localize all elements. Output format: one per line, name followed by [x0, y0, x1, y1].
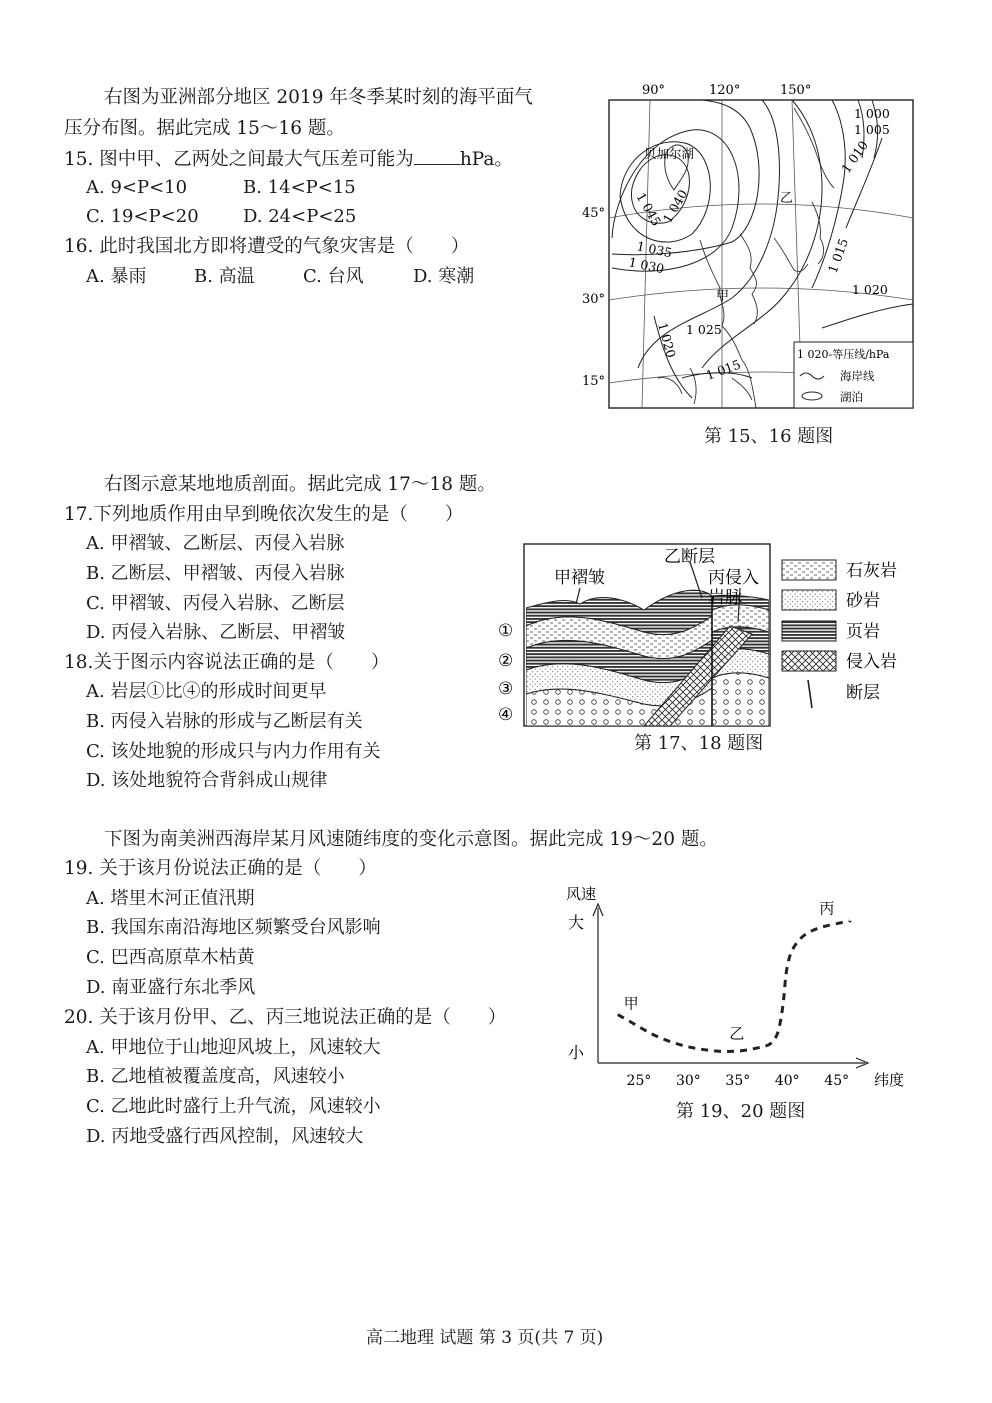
- isobar-label-1000: 1 000: [854, 106, 890, 121]
- lon-label-90: 90°: [642, 83, 666, 98]
- layer-3-marker: ③: [498, 679, 514, 699]
- answer-blank[interactable]: [414, 148, 460, 165]
- location-yi: 乙: [780, 191, 794, 206]
- lat-label-45: 45°: [582, 206, 606, 221]
- pressure-map: [582, 78, 922, 418]
- legend-swatch-sandstone: [782, 590, 836, 610]
- layer-2-marker: ②: [498, 651, 514, 671]
- lon-label-150: 150°: [780, 83, 812, 98]
- legend-lake: 湖泊: [840, 390, 863, 404]
- intro-19-20: 下图为南美洲西海岸某月风速随纬度的变化示意图。据此完成 19～20 题。: [104, 829, 718, 850]
- isobar-label-1045: 1 045: [633, 190, 665, 229]
- option-19-d[interactable]: D. 南亚盛行东北季风: [86, 977, 256, 998]
- option-20-b[interactable]: B. 乙地植被覆盖度高，风速较小: [86, 1066, 345, 1087]
- x-tick-label: 40°: [774, 1073, 800, 1089]
- location-jia: 甲: [716, 289, 730, 304]
- x-tick-label: 45°: [824, 1073, 850, 1089]
- caption-19-20: 第 19、20 题图: [676, 1101, 806, 1122]
- option-19-c[interactable]: C. 巴西高原草木枯黄: [86, 947, 255, 968]
- question-15-unit: hPa。: [459, 149, 513, 170]
- option-17-c[interactable]: C. 甲褶皱、丙侵入岩脉、乙断层: [86, 593, 345, 614]
- x-tick-label: 35°: [725, 1073, 751, 1089]
- lat-label-30: 30°: [582, 292, 606, 307]
- lon-label-120: 120°: [709, 83, 741, 98]
- wind-speed-chart: [560, 878, 920, 1093]
- question-15: [64, 148, 513, 171]
- question-16: 16. 此时我国北方即将遭受的气象灾害是（ ）: [64, 236, 470, 257]
- legend-swatch-fault: [808, 680, 812, 708]
- isobar-label-1025: 1 025: [686, 322, 722, 337]
- question-20: 20. 关于该月份甲、乙、丙三地说法正确的是（ ）: [64, 1007, 507, 1028]
- label-dike-line1: 丙侵入: [708, 568, 759, 588]
- option-16-a[interactable]: A. 暴雨: [86, 266, 147, 287]
- lat-label-15: 15°: [582, 374, 606, 389]
- option-16-d[interactable]: D. 寒潮: [413, 266, 475, 287]
- legend-isobar: 1 020-等压线/hPa: [797, 348, 890, 361]
- isobar-label-1030: 1 030: [627, 254, 666, 277]
- option-20-c[interactable]: C. 乙地此时盛行上升气流，风速较小: [86, 1096, 381, 1117]
- option-19-a[interactable]: A. 塔里木河正值汛期: [86, 888, 255, 909]
- legend-shale: 页岩: [846, 622, 880, 642]
- x-axis-title: 纬度: [874, 1071, 905, 1089]
- page-footer: 高二地理 试题 第 3 页(共 7 页): [366, 1328, 604, 1348]
- legend-coastline: 海岸线: [840, 369, 875, 383]
- option-16-b[interactable]: B. 高温: [194, 266, 255, 287]
- option-20-a[interactable]: A. 甲地位于山地迎风坡上，风速较大: [86, 1037, 381, 1058]
- question-19: 19. 关于该月份说法正确的是（ ）: [64, 858, 377, 879]
- option-15-a[interactable]: A. 9<P<10: [86, 177, 188, 198]
- question-15-stem: 15. 图中甲、乙两处之间最大气压差可能为: [64, 149, 414, 170]
- option-17-a[interactable]: A. 甲褶皱、乙断层、丙侵入岩脉: [86, 533, 345, 554]
- option-18-c[interactable]: C. 该处地貌的形成只与内力作用有关: [86, 741, 381, 762]
- layer-4-marker: ④: [498, 705, 514, 725]
- label-fold: 甲褶皱: [554, 568, 605, 588]
- isobar-label-1040: 1 040: [659, 186, 691, 226]
- caption-17-18: 第 17、18 题图: [634, 733, 764, 754]
- legend-limestone: 石灰岩: [846, 561, 897, 581]
- intro-15-16-line2: 压分布图。据此完成 15～16 题。: [64, 118, 345, 139]
- point-label: 乙: [729, 1024, 745, 1043]
- option-18-a[interactable]: A. 岩层①比④的形成时间更早: [86, 681, 327, 702]
- label-fault: 乙断层: [664, 547, 715, 567]
- option-15-d[interactable]: D. 24<P<25: [243, 206, 357, 227]
- point-label: 丙: [819, 899, 835, 918]
- isobar-label-1010: 1 010: [838, 137, 871, 176]
- isobar-label-1005: 1 005: [854, 122, 890, 137]
- legend-intrusive: 侵入岩: [846, 652, 897, 672]
- option-17-b[interactable]: B. 乙断层、甲褶皱、丙侵入岩脉: [86, 563, 345, 584]
- option-17-d[interactable]: D. 丙侵入岩脉、乙断层、甲褶皱: [86, 622, 346, 643]
- layer-1-marker: ①: [498, 621, 514, 641]
- intro-15-16-line1: 右图为亚洲部分地区 2019 年冬季某时刻的海平面气: [104, 87, 533, 108]
- y-axis-title: 风速: [566, 885, 597, 903]
- isobar-label-1020: 1 020: [852, 282, 888, 297]
- x-tick-label: 30°: [675, 1073, 701, 1089]
- isobar-label-1015-south: 1 015: [703, 356, 743, 383]
- option-16-c[interactable]: C. 台风: [303, 266, 364, 287]
- intro-17-18: 右图示意某地地质剖面。据此完成 17～18 题。: [104, 474, 496, 495]
- legend-swatch-limestone: [782, 560, 836, 580]
- point-label: 甲: [623, 994, 639, 1013]
- y-axis-low: 小: [568, 1043, 585, 1062]
- question-17: 17.下列地质作用由早到晚依次发生的是（ ）: [64, 504, 464, 525]
- isobar-label-1015: 1 015: [824, 236, 852, 276]
- legend-swatch-intrusive: [782, 651, 836, 671]
- option-18-d[interactable]: D. 该处地貌符合背斜成山规律: [86, 770, 328, 791]
- legend-swatch-shale: [782, 621, 836, 641]
- option-19-b[interactable]: B. 我国东南沿海地区频繁受台风影响: [86, 917, 381, 938]
- question-18: 18.关于图示内容说法正确的是（ ）: [64, 652, 390, 673]
- geological-profile: [494, 538, 914, 758]
- legend-sandstone: 砂岩: [846, 591, 880, 611]
- isobar-label-1035: 1 035: [635, 238, 674, 261]
- lake-label: 贝加尔湖: [644, 146, 695, 161]
- x-tick-label: 25°: [626, 1073, 652, 1089]
- legend-fault: 断层: [846, 683, 880, 703]
- caption-15-16: 第 15、16 题图: [704, 426, 834, 447]
- isobar-label-1020-south: 1 020: [655, 320, 679, 360]
- label-dike-line2: 岩脉: [708, 588, 742, 608]
- option-15-c[interactable]: C. 19<P<20: [86, 206, 199, 227]
- option-18-b[interactable]: B. 丙侵入岩脉的形成与乙断层有关: [86, 711, 363, 732]
- option-20-d[interactable]: D. 丙地受盛行西风控制，风速较大: [86, 1126, 364, 1147]
- y-axis-high: 大: [568, 913, 585, 932]
- option-15-b[interactable]: B. 14<P<15: [243, 177, 356, 198]
